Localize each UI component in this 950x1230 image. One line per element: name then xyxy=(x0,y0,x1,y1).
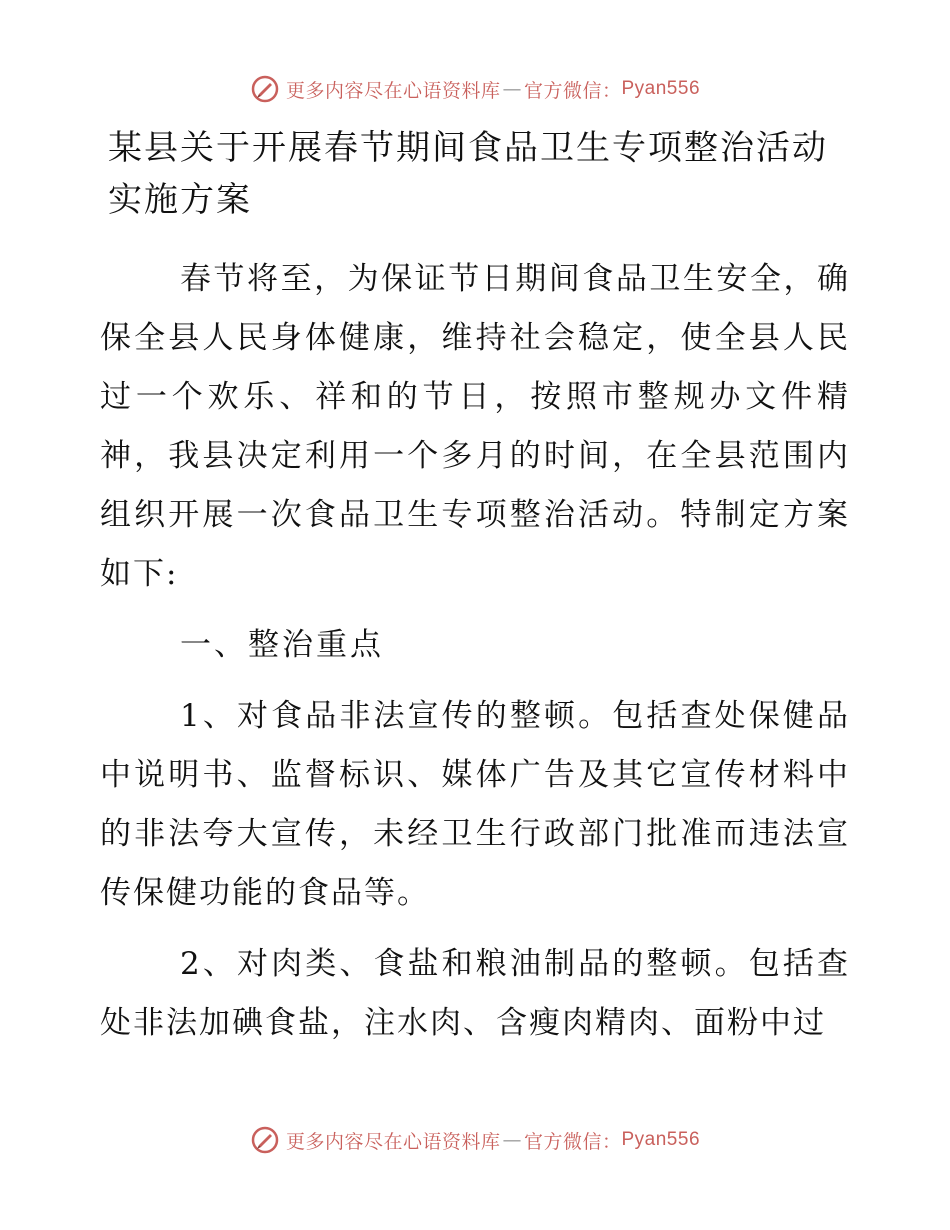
watermark-wechat-id: Pyan556 xyxy=(621,78,701,99)
watermark-separator: — xyxy=(502,1129,522,1151)
watermark-text: 更多内容尽在心语资料库 xyxy=(285,1130,501,1153)
watermark-separator: — xyxy=(502,78,522,100)
header-watermark xyxy=(0,74,950,104)
document-body xyxy=(100,122,850,1065)
section-heading: 一、整治重点 xyxy=(180,627,384,663)
watermark-wechat-label: 官方微信： xyxy=(523,79,622,102)
item-paragraph-2: 2、对肉类、食盐和粮油制品的整顿。包括查处非法加碘食盐，注水肉、含瘦肉精肉、面粉中过 xyxy=(100,946,850,1041)
pen-logo-icon xyxy=(250,74,280,104)
document-title: 某县关于开展春节期间食品卫生专项整治活动实施方案 xyxy=(108,128,828,220)
item-paragraph-1: 1、对食品非法宣传的整顿。包括查处保健品中说明书、监督标识、媒体广告及其它宣传材料中的非法夸大宣传，未经卫生行政部门批准而违法宣传保健功能的食品等。 xyxy=(100,698,850,911)
watermark-text: 更多内容尽在心语资料库 xyxy=(285,79,501,102)
pen-logo-icon xyxy=(250,1125,280,1155)
watermark-wechat-label: 官方微信： xyxy=(523,1130,622,1153)
intro-paragraph: 春节将至，为保证节日期间食品卫生安全，确保全县人民身体健康，维持社会稳定，使全县人民过一个欢乐、祥和的节日，按照市整规办文件精神，我县决定利用一个多月的时间，在全县范围内组织开展一次食品卫生专项整治活动。特制定方案如下: xyxy=(100,261,850,592)
footer-watermark xyxy=(0,1125,950,1155)
watermark-wechat-id: Pyan556 xyxy=(621,1129,701,1150)
